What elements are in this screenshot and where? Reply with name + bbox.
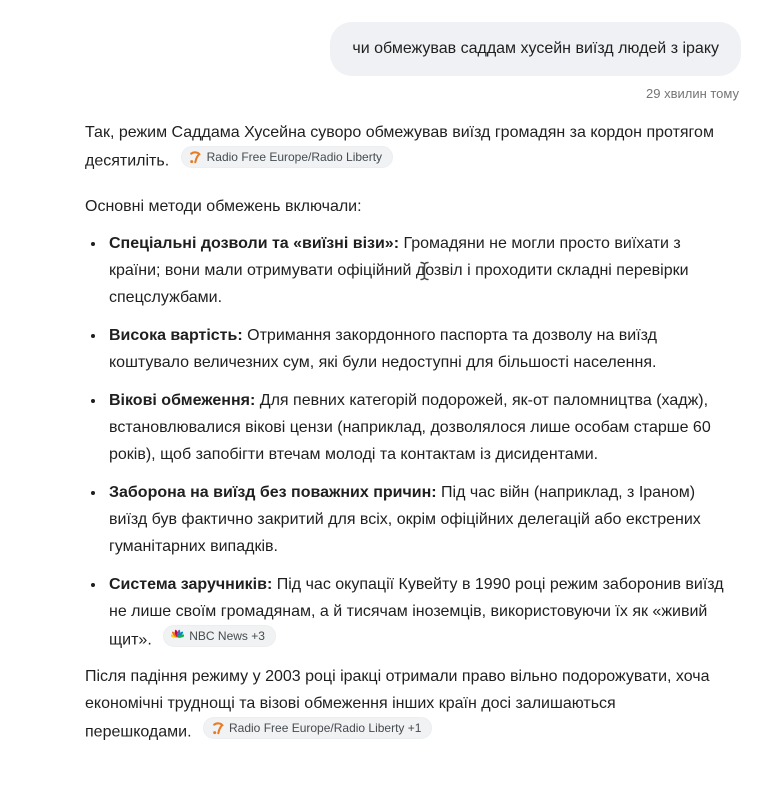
list-item	[106, 387, 725, 468]
bullet-body: Для певних категорій подорожей, як-от паломництва (хадж), встановлювалися вікові цензи (наприклад, дозволялося лише особам старше 60 років), щоб запобігти втечам молоді та контактам із дисидентами.	[109, 391, 711, 463]
user-message-bubble	[330, 22, 741, 76]
list-item	[106, 571, 725, 654]
bullet-title: Висока вартість:	[109, 326, 243, 344]
rferl-torch-icon	[211, 722, 224, 735]
bullet-body: Під час окупації Кувейту в 1990 році режим заборонив виїзд не лише своїм громадянам, а й тисячам іноземців, використовуючи їх як «живий щит».	[109, 575, 724, 648]
list-item	[106, 230, 725, 311]
intro-text: Так, режим Саддама Хусейна суворо обмежував виїзд громадян за кордон протягом десятиліть.	[85, 124, 714, 170]
citation-chip-rferl[interactable]	[181, 146, 393, 168]
intro-paragraph	[85, 119, 725, 175]
user-message-text: чи обмежував саддам хусейн виїзд людей з іраку	[352, 40, 719, 57]
list-item	[106, 479, 725, 560]
bullet-title: Заборона на виїзд без поважних причин:	[109, 483, 437, 501]
bullet-body: Громадяни не могли просто виїхати з країни; вони мали отримувати офіційний дозвіл і проходити складні перевірки спецслужбами.	[109, 234, 689, 306]
assistant-response	[85, 119, 725, 746]
user-message-row	[0, 0, 771, 76]
outro-paragraph	[85, 663, 725, 746]
bullet-body: Отримання закордонного паспорта та дозволу на виїзд коштувало величезних сум, які були недоступні для більшості населення.	[109, 326, 657, 371]
nbc-peacock-icon	[171, 629, 184, 642]
outro-text: Після падіння режиму у 2003 році іракці отримали право вільно подорожувати, хоча економічні труднощі та візові обмеження інших країн досі залишаються перешкодами.	[85, 668, 710, 741]
bullet-title: Вікові обмеження:	[109, 391, 256, 409]
citation-label: Radio Free Europe/Radio Liberty	[206, 150, 383, 164]
text-cursor-pointer	[419, 261, 430, 286]
list-heading: Основні методи обмежень включали:	[85, 197, 362, 215]
bullet-title: Спеціальні дозволи та «виїзні візи»:	[109, 234, 400, 252]
bullet-title: Система заручників:	[109, 575, 273, 593]
restriction-methods-list	[85, 230, 725, 654]
rferl-torch-icon	[189, 151, 202, 164]
citation-chip-rferl-2[interactable]	[203, 717, 432, 739]
citation-label: Radio Free Europe/Radio Liberty +1	[229, 721, 422, 735]
list-item	[106, 322, 725, 376]
citation-label: NBC News +3	[189, 628, 265, 643]
bullet-body: Під час війн (наприклад, з Іраном) виїзд був фактично закритий для всіх, окрім офіційних делегацій або екстрених гуманітарних випадків.	[109, 483, 701, 555]
citation-chip-nbc[interactable]	[163, 625, 276, 647]
message-timestamp: 29 хвилин тому	[646, 86, 739, 101]
